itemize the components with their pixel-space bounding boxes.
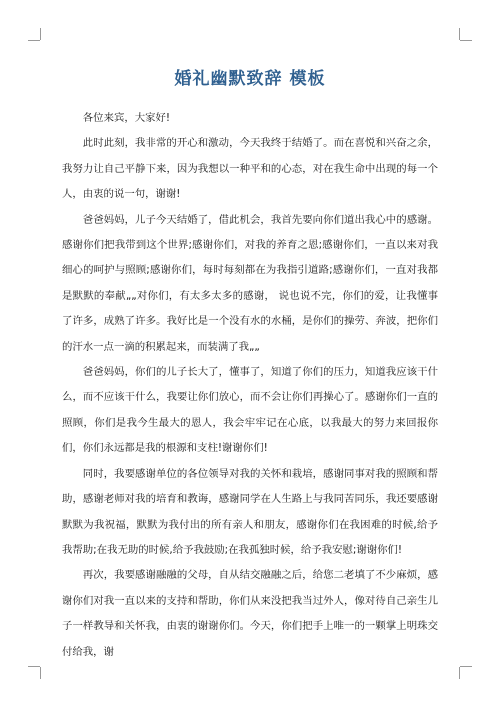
paragraph-greeting: 各位来宾，大家好! xyxy=(82,112,171,124)
document-body xyxy=(62,106,438,665)
paragraph: 爸爸妈妈，儿子今天结婚了，借此机会，我首先要向你们道出我心中的感谢。感谢你们把我带到这个世界;感谢你们，对我的养育之恩;感谢你们，一直以来对我细心的呵护与照顾;感谢你们，每时每刻都在为我指引道路;感谢你们，一直对我都是默默的奉献„„对你们，有太多太多的感谢， 说也说不完，你们的爱，让我懂事了许多，成熟了许多。我好比是一个没有水的水桶，是你们的操劳、奔波，把你们的汗水一点一滴的积累起来，而装满了我„„ xyxy=(62,213,438,353)
paragraph: 爸爸妈妈，你们的儿子长大了，懂事了，知道了你们的压力，知道我应该干什么，而不应该干什么，我要让你们放心，而不会让你们再操心了。感谢你们一直的照顾，你们是我今生最大的恩人，我会牢牢记在心底，以我最大的努力来回报你们，你们永远都是我的根源和支柱!谢谢你们! xyxy=(62,366,438,455)
paragraph: 再次，我要感谢融融的父母，自从结交融融之后，给您二老填了不少麻烦，感谢你们对我一直以来的支持和帮助，你们从来没把我当过外人，像对待自己亲生儿子一样教导和关怀我，由衷的谢谢你们。今天，你们把手上唯一的一颗掌上明珠交付给我，谢 xyxy=(62,569,438,658)
crop-mark-bottom-right-h xyxy=(460,666,472,667)
paragraph: 此时此刻，我非常的开心和激动，今天我终于结婚了。而在喜悦和兴奋之余，我努力让自己平静下来，因为我想以一种平和的心态，对在我生命中出现的每一个人，由衷的说一句，谢谢! xyxy=(62,137,438,201)
crop-mark-top-left-h xyxy=(28,40,40,41)
paragraph: 同时，我要感谢单位的各位领导对我的关怀和栽培，感谢同事对我的照顾和帮助，感谢老师对我的培育和教诲，感谢同学在人生路上与我同苦同乐，我还要感谢默默为我祝福，默默为我付出的所有亲人和朋友，感谢你们在我困难的时候,给予我帮助;在我无助的时候,给予我鼓励;在我孤独时候，给予我安慰;谢谢你们! xyxy=(62,467,438,556)
crop-mark-top-left-v xyxy=(40,28,41,40)
document-title: 婚礼幽默致辞 模板 xyxy=(174,69,326,89)
crop-mark-bottom-left-h xyxy=(28,666,40,667)
crop-mark-top-right-v xyxy=(459,28,460,40)
crop-mark-bottom-right-v xyxy=(459,667,460,679)
crop-mark-top-right-h xyxy=(460,40,472,41)
crop-mark-bottom-left-v xyxy=(40,667,41,679)
